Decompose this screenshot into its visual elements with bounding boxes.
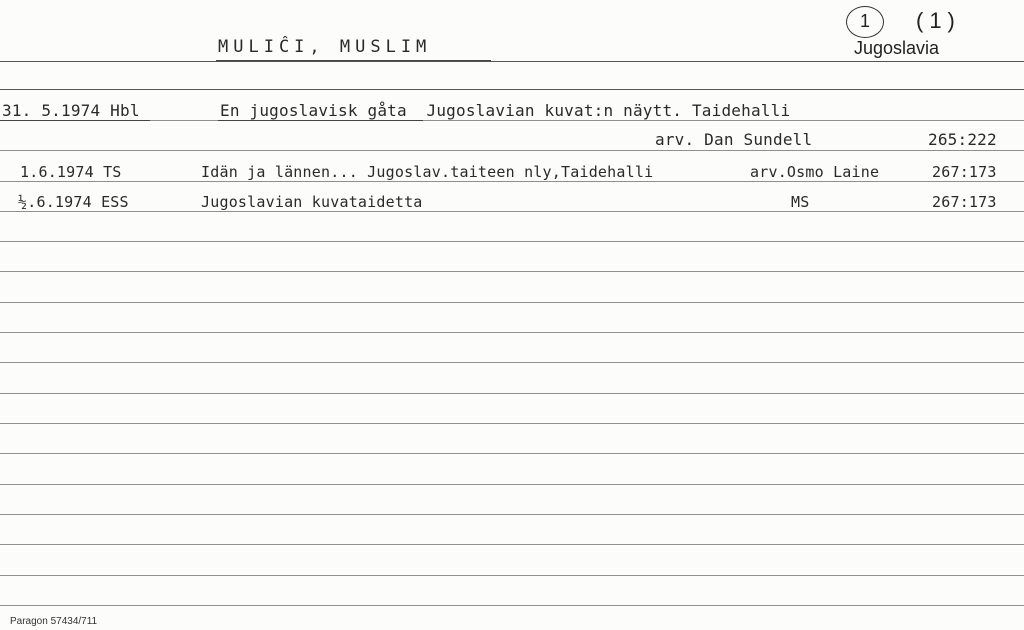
entry-reference: 267:173 [932, 193, 997, 211]
entry-author: arv.Osmo Laine [750, 163, 880, 181]
entry-title: En jugoslavisk gåta Jugoslavian kuvat:n näytt. Taidehalli [220, 101, 791, 120]
header-rule-2 [0, 89, 1024, 90]
ruled-line [0, 484, 1024, 485]
ruled-line [0, 362, 1024, 363]
circled-number [846, 6, 884, 38]
ruled-line [0, 302, 1024, 303]
entry-reference: 265:222 [928, 130, 997, 149]
entry-date-source: 31. 5.1974 Hbl [2, 101, 140, 120]
entry-author: arv. Dan Sundell [655, 130, 813, 149]
ruled-line [0, 211, 1024, 212]
parenthesized-number: (1) [916, 8, 961, 33]
ruled-line [0, 120, 1024, 121]
entry-title: Jugoslavian kuvataidetta [201, 193, 423, 211]
ruled-line [0, 241, 1024, 242]
entry-reference: 267:173 [932, 163, 997, 181]
ruled-line [0, 423, 1024, 424]
ruled-line [0, 181, 1024, 182]
ruled-line [0, 575, 1024, 576]
country-label: Jugoslavia [854, 38, 940, 58]
printer-mark: Paragon 57434/711 [10, 616, 98, 627]
entry-title: Idän ja lännen... Jugoslav.taiteen nly,Taidehalli [201, 163, 654, 181]
ruled-line [0, 150, 1024, 151]
ruled-line [0, 605, 1024, 606]
ruled-line [0, 332, 1024, 333]
ruled-line [0, 271, 1024, 272]
ruled-line [0, 453, 1024, 454]
entry-title-underline [218, 120, 423, 121]
ruled-line [0, 514, 1024, 515]
card-name-heading: MULIĈI, MUSLIM [218, 37, 432, 57]
header-rule [0, 61, 1024, 62]
ruled-line [0, 544, 1024, 545]
circled-number-text: 1 [860, 11, 871, 31]
ruled-line [0, 393, 1024, 394]
entry-date-source: 1.6.1974 TS [20, 163, 122, 181]
entry-author: MS [791, 193, 810, 211]
entry-date-source: ½.6.1974 ESS [18, 193, 129, 211]
entry-date-underline [0, 120, 150, 121]
